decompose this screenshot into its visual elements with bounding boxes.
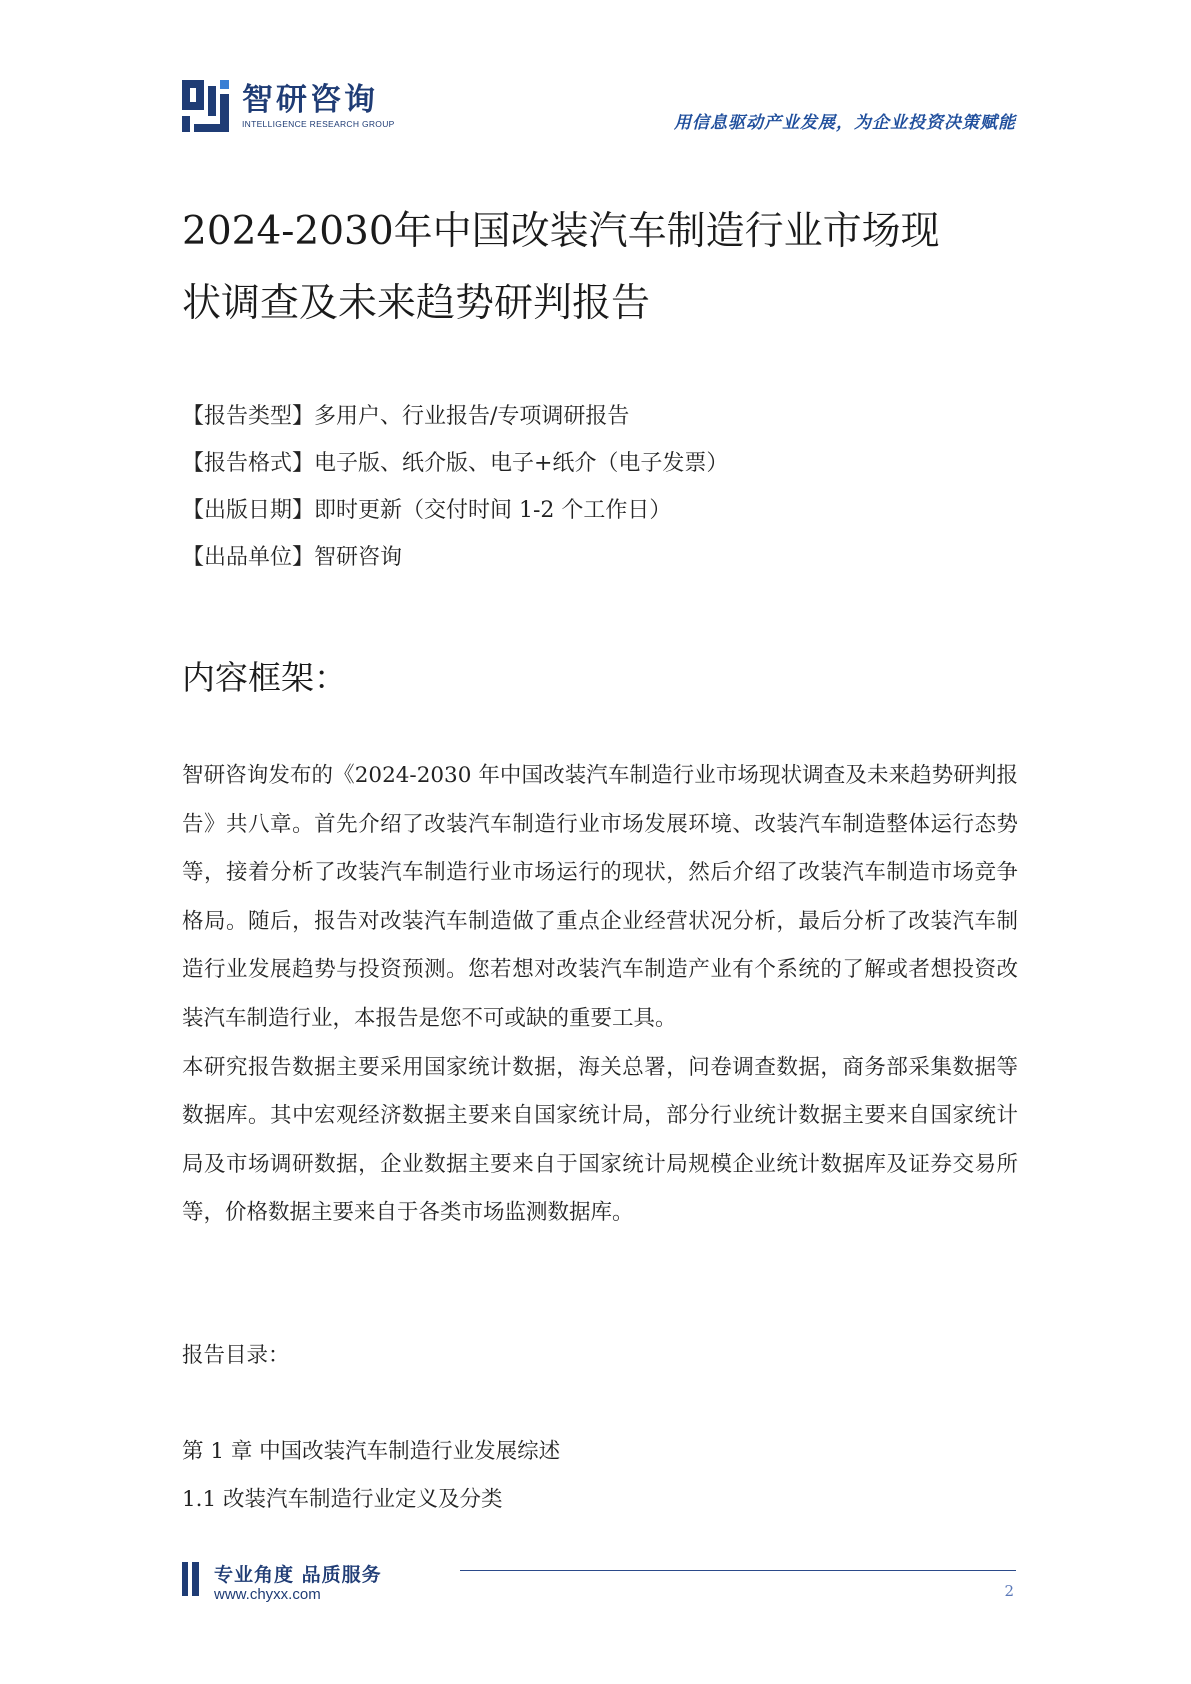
meta-report-type: 【报告类型】多用户、行业报告/专项调研报告: [182, 404, 630, 429]
table-of-contents: [182, 1428, 560, 1524]
footer-divider: [460, 1570, 1016, 1571]
meta-publisher: 【出品单位】智研咨询: [182, 545, 403, 570]
logo-subtitle: INTELLIGENCE RESEARCH GROUP: [242, 119, 395, 129]
toc-item-chapter-1: 第 1 章 中国改装汽车制造行业发展综述: [182, 1439, 561, 1464]
header-slogan: 用信息驱动产业发展，为企业投资决策赋能: [674, 113, 1016, 133]
footer-url: www.chyxx.com: [214, 1586, 321, 1603]
logo: [182, 78, 395, 134]
body-paragraph: 智研咨询发布的《2024-2030 年中国改装汽车制造行业市场现状调查及未来趋势研判报告》共八章。首先介绍了改装汽车制造行业市场发展环境、改装汽车制造整体运行态势等，接着分析了改装汽车制造行业市场运行的现状，然后介绍了改装汽车制造市场竞争格局。随后，报告对改装汽车制造做了重点企业经营状况分析，最后分析了改装汽车制造行业发展趋势与投资预测。您若想对改装汽车制造产业有个系统的了解或者想投资改装汽车制造行业，本报告是您不可或缺的重要工具。: [182, 763, 1018, 1031]
toc-label: 报告目录：: [182, 1343, 290, 1368]
report-title-line-1: 2024-2030年中国改装汽车制造行业市场现: [182, 209, 940, 254]
page-number: 2: [1004, 1582, 1014, 1600]
footer-bars-icon: [182, 1562, 199, 1596]
logo-wordmark: 智研咨询: [242, 82, 378, 118]
page-footer: [182, 1560, 1016, 1610]
body-text: [182, 752, 1018, 1238]
report-title: [182, 196, 1022, 340]
toc-item-1-1: 1.1 改装汽车制造行业定义及分类: [182, 1487, 503, 1512]
section-heading: 内容框架：: [182, 658, 347, 697]
footer-slogan: 专业角度 品质服务: [214, 1564, 382, 1586]
report-meta: [182, 393, 1022, 581]
meta-report-format: 【报告格式】电子版、纸介版、电子+纸介（电子发票）: [182, 451, 729, 476]
logo-mark-icon: [182, 80, 230, 132]
meta-publish-date: 【出版日期】即时更新（交付时间 1-2 个工作日）: [182, 498, 672, 523]
report-title-line-2: 状调查及未来趋势研判报告: [182, 281, 651, 326]
page-header: [182, 78, 1016, 138]
body-paragraph: 本研究报告数据主要采用国家统计数据，海关总署，问卷调查数据，商务部采集数据等数据库。其中宏观经济数据主要来自国家统计局，部分行业统计数据主要来自国家统计局及市场调研数据，企业数据主要来自于国家统计局规模企业统计数据库及证券交易所等，价格数据主要来自于各类市场监测数据库。: [182, 1054, 1018, 1226]
